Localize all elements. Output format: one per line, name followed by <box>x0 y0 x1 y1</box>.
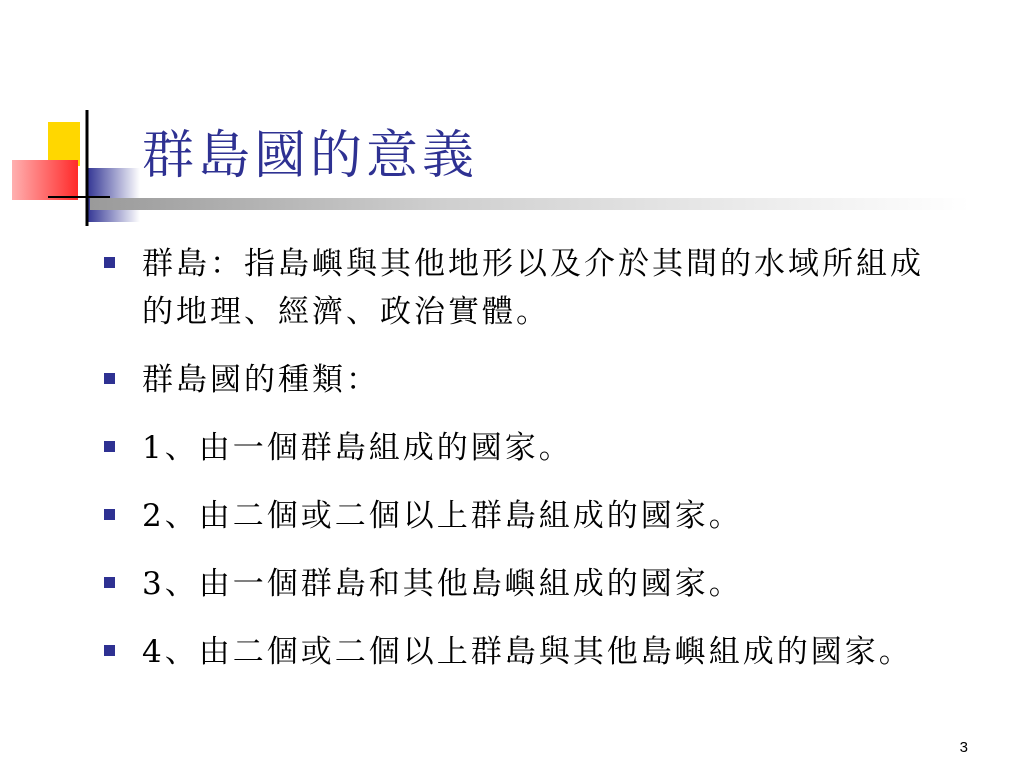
bullet-text: 4、由二個或二個以上群島與其他島嶼組成的國家。 <box>142 634 913 670</box>
bullet-square-icon <box>104 645 115 656</box>
bullet-list <box>104 240 954 696</box>
logo-blue-bar <box>86 168 140 222</box>
bullet-square-icon <box>104 257 115 268</box>
bullet-square-icon <box>104 441 115 452</box>
logo-red-square <box>12 160 78 200</box>
bullet-item <box>104 424 954 472</box>
bullet-text: 群島：指島嶼與其他地形以及介於其間的水域所組成的地理、經濟、政治實體。 <box>142 246 924 330</box>
bullet-text: 1、由一個群島組成的國家。 <box>142 430 573 466</box>
logo-yellow-square <box>48 122 80 166</box>
slide-title: 群島國的意義 <box>142 126 479 186</box>
bullet-item <box>104 356 954 404</box>
bullet-square-icon <box>104 509 115 520</box>
bullet-text: 群島國的種類： <box>142 362 380 398</box>
bullet-text: 3、由一個群島和其他島嶼組成的國家。 <box>142 566 743 602</box>
bullet-item <box>104 628 954 676</box>
bullet-item <box>104 240 954 336</box>
bullet-item <box>104 492 954 540</box>
bullet-square-icon <box>104 373 115 384</box>
title-underline <box>90 198 970 210</box>
page-number: 3 <box>959 739 968 756</box>
bullet-item <box>104 560 954 608</box>
bullet-square-icon <box>104 577 115 588</box>
bullet-text: 2、由二個或二個以上群島組成的國家。 <box>142 498 743 534</box>
